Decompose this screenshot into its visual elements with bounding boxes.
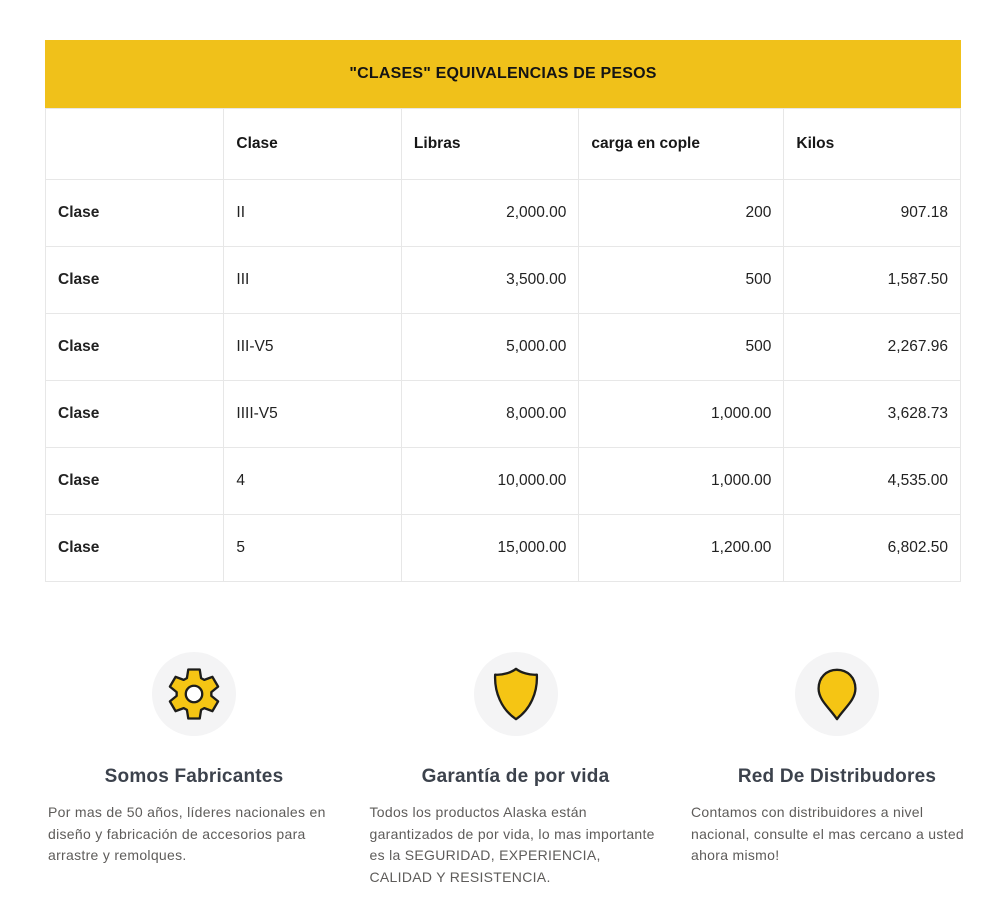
cell-libras: 10,000.00 [401,448,579,515]
cell-carga: 1,200.00 [579,515,784,582]
row-label: Clase [46,314,224,381]
table-row [46,448,961,515]
table-title-banner [45,40,961,108]
table-row [46,180,961,247]
table-row [46,381,961,448]
features-section [48,652,983,888]
cell-clase: 5 [224,515,402,582]
feature-title: Somos Fabricantes [104,766,284,787]
cell-kilos: 907.18 [784,180,961,247]
shield-icon [485,663,547,725]
table-title: "CLASES" EQUIVALENCIAS DE PESOS [349,65,657,82]
cell-carga: 1,000.00 [579,381,784,448]
feature-fabricantes [48,652,340,888]
table-header-row [46,109,961,180]
table-row [46,247,961,314]
row-label: Clase [46,247,224,314]
gear-icon [163,663,225,725]
row-label: Clase [46,515,224,582]
cell-clase: III [224,247,402,314]
table-row [46,314,961,381]
feature-title: Garantía de por vida [421,766,610,787]
cell-kilos: 1,587.50 [784,247,961,314]
row-label: Clase [46,448,224,515]
column-header-blank [46,109,224,180]
cell-libras: 2,000.00 [401,180,579,247]
cell-carga: 500 [579,314,784,381]
cell-libras: 3,500.00 [401,247,579,314]
weight-equivalence-section [45,40,961,582]
feature-text: Todos los productos Alaska están garantizados de por vida, lo mas importante es la SEGURIDAD, EXPERIENCIA, CALIDAD Y RESISTENCIA. [369,804,655,885]
cell-kilos: 3,628.73 [784,381,961,448]
cell-clase: 4 [224,448,402,515]
icon-circle [474,652,558,736]
cell-libras: 15,000.00 [401,515,579,582]
column-header-libras: Libras [401,109,579,180]
feature-title: Red De Distribudores [737,766,937,787]
icon-circle [152,652,236,736]
cell-kilos: 2,267.96 [784,314,961,381]
column-header-kilos: Kilos [784,109,961,180]
cell-libras: 5,000.00 [401,314,579,381]
cell-libras: 8,000.00 [401,381,579,448]
equivalence-table [45,108,961,582]
row-label: Clase [46,180,224,247]
cell-clase: III-V5 [224,314,402,381]
cell-kilos: 4,535.00 [784,448,961,515]
table-row [46,515,961,582]
feature-text: Por mas de 50 años, líderes nacionales en diseño y fabricación de accesorios para arrastre y remolques. [48,804,326,863]
location-pin-icon [806,663,868,725]
column-header-carga: carga en cople [579,109,784,180]
cell-carga: 1,000.00 [579,448,784,515]
cell-kilos: 6,802.50 [784,515,961,582]
column-header-clase: Clase [224,109,402,180]
cell-carga: 500 [579,247,784,314]
feature-distribuidores [691,652,983,888]
feature-text: Contamos con distribuidores a nivel nacional, consulte el mas cercano a usted ahora mismo! [691,804,965,863]
feature-garantia [370,652,662,888]
icon-circle [795,652,879,736]
cell-carga: 200 [579,180,784,247]
row-label: Clase [46,381,224,448]
cell-clase: IIII-V5 [224,381,402,448]
cell-clase: II [224,180,402,247]
